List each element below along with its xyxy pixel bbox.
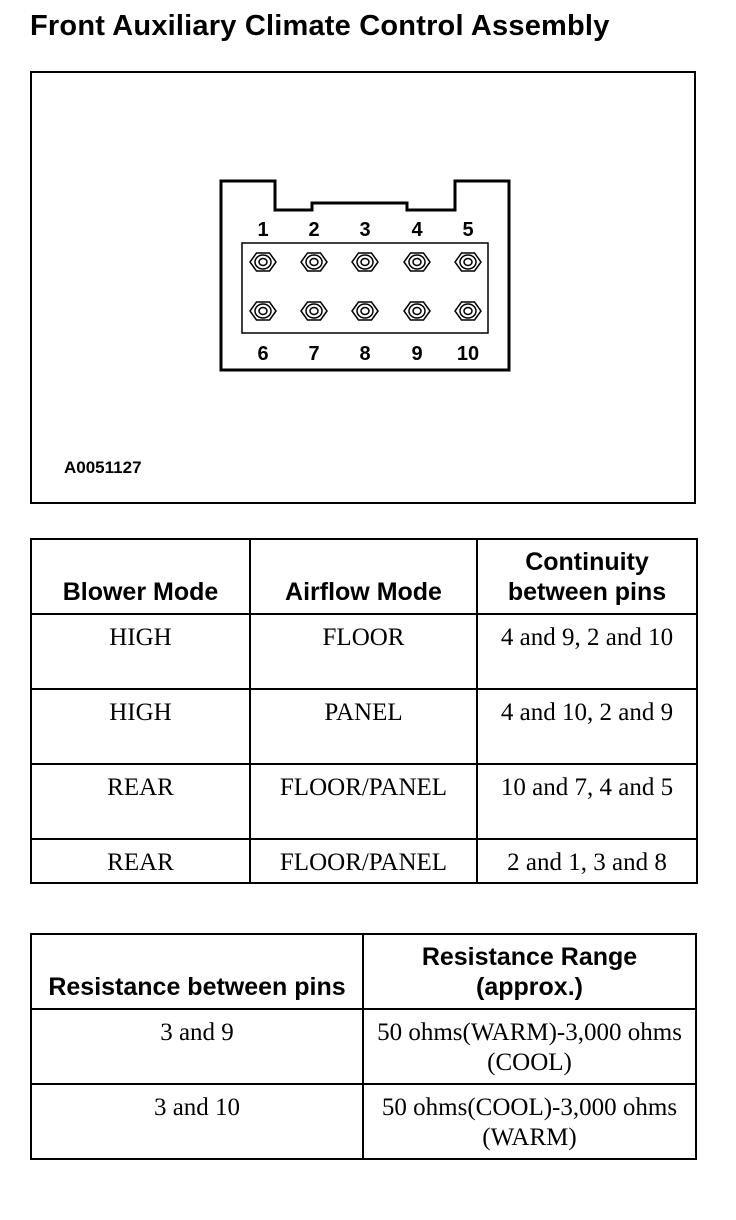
cell-airflow-mode: FLOOR/PANEL [250, 839, 477, 883]
table-header-row [31, 539, 697, 614]
pin-number-label: 7 [308, 343, 320, 365]
pin-number-label: 5 [462, 219, 474, 241]
pin-number-label: 10 [456, 343, 480, 365]
connector-pin [352, 302, 378, 320]
connector-pin [250, 302, 276, 320]
table-row [31, 614, 697, 689]
cell-resistance-pins: 3 and 9 [31, 1009, 363, 1084]
header-continuity: Continuity between pins [477, 539, 697, 614]
cell-airflow-mode: FLOOR/PANEL [250, 764, 477, 839]
table-row [31, 839, 697, 883]
connector-outline [221, 181, 509, 370]
table-row [31, 689, 697, 764]
pin-number-label: 8 [359, 343, 371, 365]
continuity-table [30, 538, 698, 884]
header-resistance-pins: Resistance between pins [31, 934, 363, 1009]
resistance-table [30, 933, 697, 1160]
connector-pin [455, 302, 481, 320]
table-row [31, 1009, 696, 1084]
cell-airflow-mode: FLOOR [250, 614, 477, 689]
cell-continuity: 10 and 7, 4 and 5 [477, 764, 697, 839]
pin-number-label: 9 [411, 343, 423, 365]
cell-resistance-pins: 3 and 10 [31, 1084, 363, 1159]
header-airflow-mode: Airflow Mode [250, 539, 477, 614]
cell-resistance-range: 50 ohms(COOL)-3,000 ohms (WARM) [363, 1084, 696, 1159]
table-header-row [31, 934, 696, 1009]
connector-pin [404, 253, 430, 271]
cell-airflow-mode: PANEL [250, 689, 477, 764]
cell-blower-mode: REAR [31, 764, 250, 839]
connector-diagram [32, 73, 698, 506]
cell-blower-mode: REAR [31, 839, 250, 883]
table-row [31, 1084, 696, 1159]
cell-blower-mode: HIGH [31, 614, 250, 689]
page-title: Front Auxiliary Climate Control Assembly [30, 10, 610, 42]
figure-id: A0051127 [64, 458, 142, 477]
cell-continuity: 2 and 1, 3 and 8 [477, 839, 697, 883]
pin-number-label: 2 [308, 219, 320, 241]
connector-pin [301, 253, 327, 271]
cell-continuity: 4 and 9, 2 and 10 [477, 614, 697, 689]
header-resistance-range: Resistance Range (approx.) [363, 934, 696, 1009]
connector-pin [301, 302, 327, 320]
connector-pin [404, 302, 430, 320]
cell-blower-mode: HIGH [31, 689, 250, 764]
pin-number-label: 4 [411, 219, 423, 241]
connector-pin [352, 253, 378, 271]
connector-pin [455, 253, 481, 271]
header-blower-mode: Blower Mode [31, 539, 250, 614]
cell-continuity: 4 and 10, 2 and 9 [477, 689, 697, 764]
pin-number-label: 3 [359, 219, 371, 241]
pin-number-label: 1 [257, 219, 269, 241]
connector-figure [30, 71, 696, 504]
pin-number-label: 6 [257, 343, 269, 365]
cell-resistance-range: 50 ohms(WARM)-3,000 ohms (COOL) [363, 1009, 696, 1084]
connector-pin [250, 253, 276, 271]
table-row [31, 764, 697, 839]
